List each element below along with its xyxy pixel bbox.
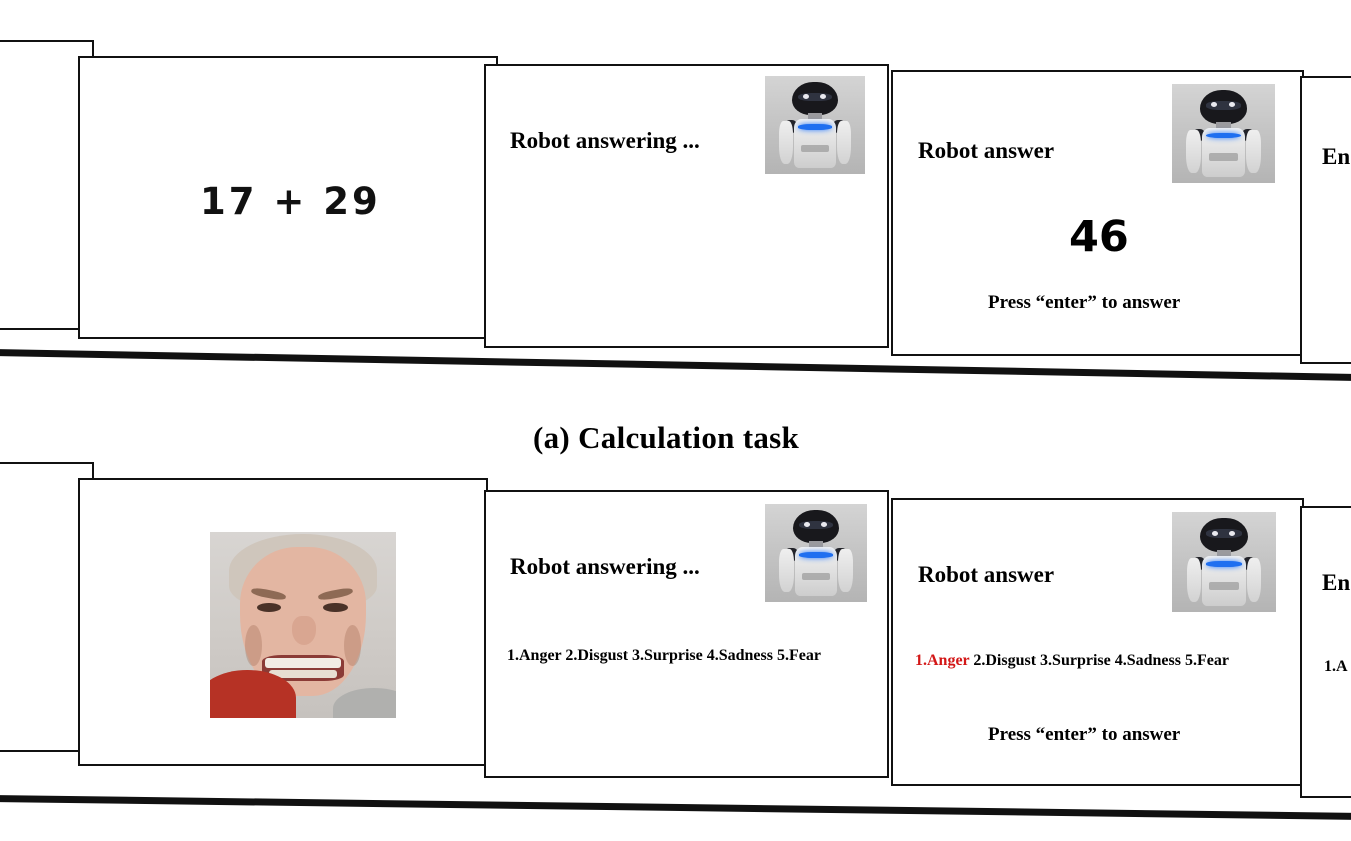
robot-thumbnail (1172, 512, 1276, 612)
panel-b-robot-answering-screen (484, 490, 889, 778)
robot-answer-heading: Robot answer (918, 562, 1055, 587)
robot-thumbnail (765, 76, 865, 174)
robot-answering-heading: Robot answering ... (510, 128, 700, 153)
robot-answer-value: 46 (1069, 212, 1129, 262)
emotion-options-partial: 1.A (1324, 658, 1348, 675)
end-heading: En (1322, 570, 1351, 595)
panel-b-timeline (0, 795, 1351, 820)
panel-b-face-screen (78, 478, 488, 766)
panel-a-end-screen (1300, 76, 1351, 364)
panel-a-robot-answer-screen (891, 70, 1304, 356)
end-heading: En (1322, 144, 1351, 169)
equation-text: 17 + 29 (200, 180, 381, 223)
angry-face-photo (210, 532, 396, 718)
robot-thumbnail (1172, 84, 1275, 183)
selected-emotion-option: 1.Anger (915, 652, 970, 669)
robot-answering-heading: Robot answering ... (510, 554, 700, 579)
panel-b-robot-answer-screen (891, 498, 1304, 786)
panel-a-caption: (a) Calculation task (533, 420, 800, 455)
press-enter-hint: Press “enter” to answer (988, 292, 1181, 313)
panel-a-equation-screen (78, 56, 498, 339)
panel-b-end-screen (1300, 506, 1351, 798)
press-enter-hint: Press “enter” to answer (988, 724, 1181, 745)
robot-answer-heading: Robot answer (918, 138, 1055, 163)
emotion-options-list: 1.Anger 2.Disgust 3.Surprise 4.Sadness 5.Fear (507, 647, 821, 664)
emotion-options-answered (915, 652, 1229, 670)
remaining-emotion-options: 2.Disgust 3.Surprise 4.Sadness 5.Fear (969, 652, 1229, 669)
robot-thumbnail (765, 504, 867, 602)
panel-a-robot-answering-screen (484, 64, 889, 348)
